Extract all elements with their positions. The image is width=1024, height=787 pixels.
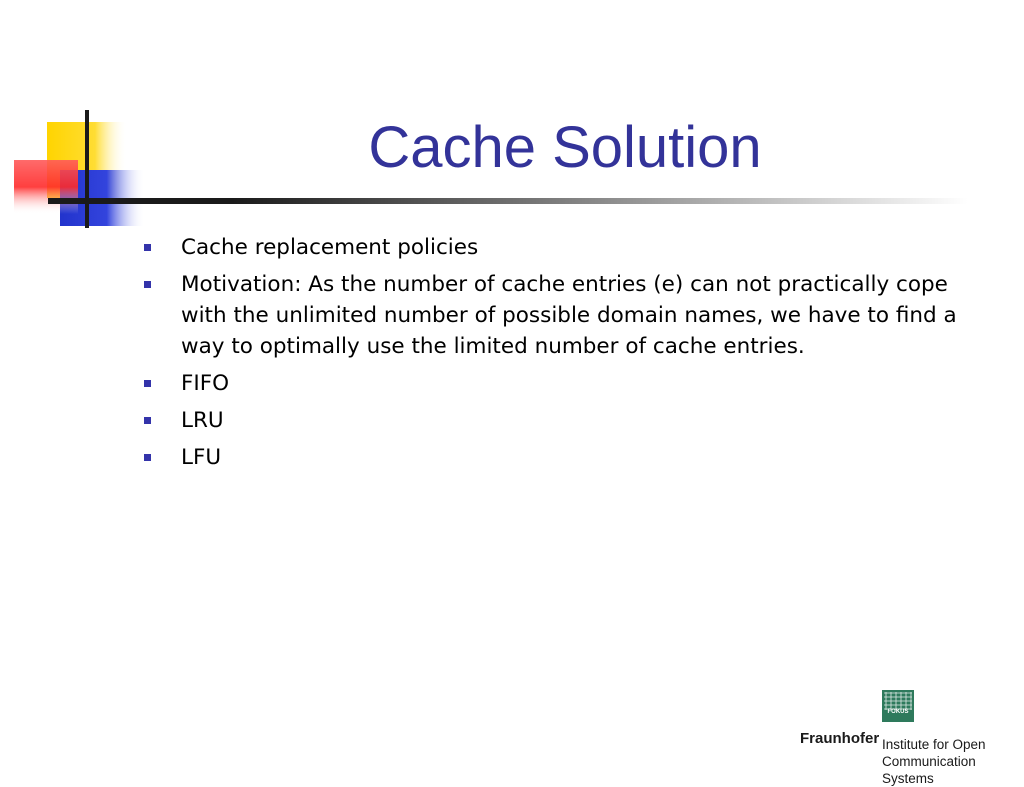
list-item <box>144 405 994 436</box>
list-item-text: LRU <box>181 408 224 433</box>
vertical-line <box>85 110 89 228</box>
institute-line-1: Institute for Open <box>882 737 986 752</box>
list-item <box>144 232 994 263</box>
list-item-text: FIFO <box>181 371 229 396</box>
institute-line-2: Communication Systems <box>882 754 976 786</box>
fokus-grid-icon <box>882 690 914 722</box>
red-square <box>14 160 78 214</box>
decorative-squares <box>0 0 170 240</box>
list-item <box>144 368 994 399</box>
bullet-square-icon <box>144 281 151 288</box>
list-item <box>144 442 994 473</box>
bullet-square-icon <box>144 380 151 387</box>
bullet-square-icon <box>144 244 151 251</box>
title-underline <box>48 198 968 204</box>
bullet-square-icon <box>144 454 151 461</box>
fokus-badge-label: FOKUS <box>887 709 909 715</box>
list-item-text: Cache replacement policies <box>181 235 479 260</box>
slide-title: Cache Solution <box>368 115 762 180</box>
bullet-list <box>144 232 994 479</box>
list-item-text: LFU <box>181 445 222 470</box>
bullet-square-icon <box>144 417 151 424</box>
fraunhofer-wordmark: Fraunhofer <box>800 730 880 747</box>
fraunhofer-fokus-logo <box>800 686 1024 786</box>
list-item-text: Motivation: As the number of cache entries (e) can not practically cope with the unlimited number of possible domain names, we have to find a way to optimally use the limited number of cache entries. <box>181 272 957 359</box>
institute-name <box>882 736 1024 787</box>
list-item <box>144 269 994 362</box>
